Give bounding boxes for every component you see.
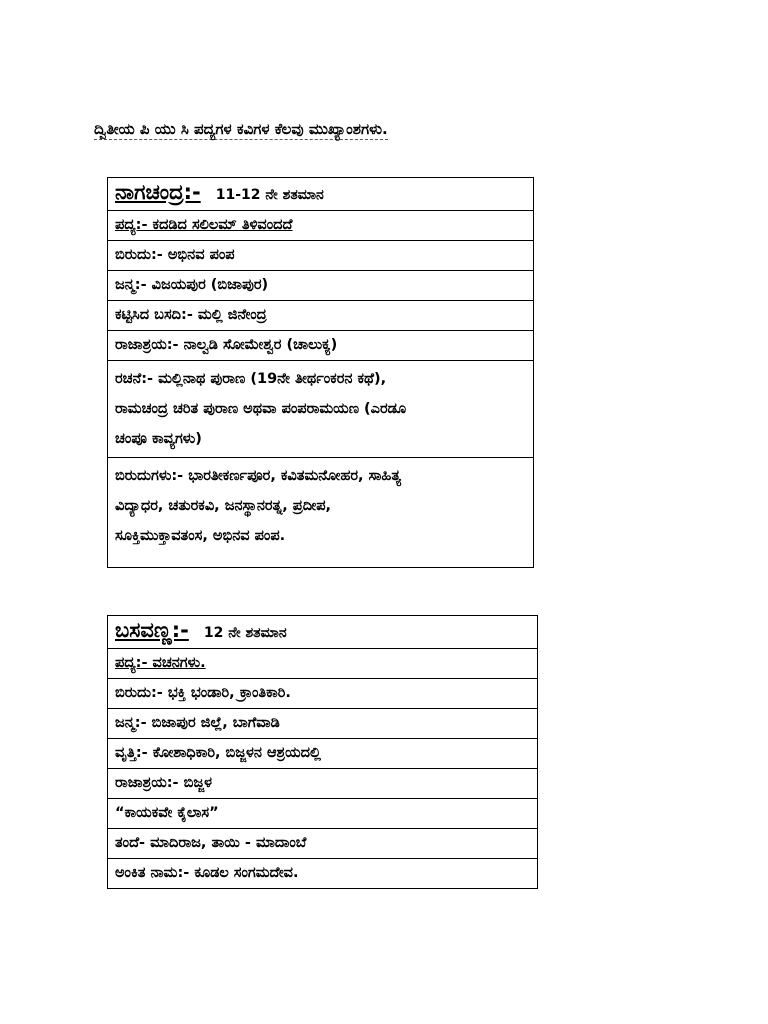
table-row [108,649,538,679]
table-row [108,679,538,709]
poet-era: 12 ನೇ ಶತಮಾನ [203,625,287,641]
rachane-line: ಚಂಪೂ ಕಾವ್ಯಗಳು) [115,431,202,447]
biruda-cell: ಬಿರುದು:- ಅಭಿನವ ಪಂಪ [108,241,534,271]
basavanna-table [107,615,538,889]
table-row [108,271,534,301]
vritti-cell: ವೃತ್ತಿ:- ಕೋಶಾಧಿಕಾರಿ, ಬಿಜ್ಜಳನ ಆಶ್ರಯದಲ್ಲಿ [108,739,538,769]
table-row [108,178,534,211]
poet-era: 11-12 ನೇ ಶತಮಾನ [215,187,324,203]
rachane-line: ರಾಮಚಂದ್ರ ಚರಿತ ಪುರಾಣ ಅಥವಾ ಪಂಪರಾಮಯಣ (ಎರಡೂ [115,401,407,417]
janma-cell: ಜನ್ಮ:- ಬಿಜಾಪುರ ಜಿಲ್ಲೆ, ಬಾಗೆವಾಡಿ [108,709,538,739]
poet-name: ನಾಗಚಂದ್ರ:- [115,180,201,204]
table-row [108,799,538,829]
birudugalu-cell [108,458,534,568]
table-row [108,361,534,458]
rajashraya-cell: ರಾಜಾಶ್ರಯ:- ನಾಲ್ವಡಿ ಸೋಮೇಶ್ವರ (ಚಾಲುಕ್ಯ) [108,331,534,361]
rachane-line: ರಚನೆ:- ಮಲ್ಲಿನಾಥ ಪುರಾಣ (19ನೇ ತೀರ್ಥಂಕರನ ಕಥೆ), [115,371,387,387]
poet-name: ಬಸವಣ್ಣ:- [115,618,189,642]
janma-cell: ಜನ್ಮ:- ವಿಜಯಪುರ (ಬಿಜಾಪುರ) [108,271,534,301]
padya-cell: ಪದ್ಯ:- ಕದಡಿದ ಸಲಿಲಮ್ ತಿಳಿವಂದದೆ [108,211,534,241]
birudugalu-line: ಸೂಕ್ತಿಮುಕ್ತಾವತಂಸ, ಅಭಿನವ ಪಂಪ. [115,528,286,544]
table-row [108,241,534,271]
rajashraya-cell: ರಾಜಾಶ್ರಯ:- ಬಿಜ್ಜಳ [108,769,538,799]
document-title: ದ್ವಿತೀಯ ಪಿ ಯು ಸಿ ಪದ್ಯಗಳ ಕವಿಗಳ ಕೆಲವು ಮುಖ್ಯಾಂಶಗಳು. [94,120,388,138]
table-row [108,739,538,769]
basadi-cell: ಕಟ್ಟಿಸಿದ ಬಸದಿ:- ಮಲ್ಲಿ ಜಿನೇಂದ್ರ [108,301,534,331]
motto-cell: “ಕಾಯಕವೇ ಕೈಲಾಸ” [108,799,538,829]
biruda-cell: ಬಿರುದು:- ಭಕ್ತಿ ಭಂಡಾರಿ, ಕ್ರಾಂತಿಕಾರಿ. [108,679,538,709]
table-row [108,769,538,799]
birudugalu-line: ವಿದ್ಯಾಧರ, ಚತುರಕವಿ, ಜನಸ್ಥಾನರತ್ನ, ಪ್ರದೀಪ, [115,498,332,514]
table-row [108,331,534,361]
table-row [108,859,538,889]
table-row [108,709,538,739]
nagachandra-table [107,177,534,568]
rachane-cell [108,361,534,458]
poet-header [108,178,534,211]
table-row [108,301,534,331]
birudugalu-line: ಬಿರುದುಗಳು:- ಭಾರತೀಕರ್ಣಪೂರ, ಕವಿತಮನೋಹರ, ಸಾಹಿತ್ಯ [115,468,402,484]
poet-header [108,616,538,649]
table-row [108,211,534,241]
table-row [108,616,538,649]
ankita-cell: ಅಂಕಿತ ನಾಮ:- ಕೂಡಲ ಸಂಗಮದೇವ. [108,859,538,889]
table-row [108,458,534,568]
padya-cell: ಪದ್ಯ:- ವಚನಗಳು. [108,649,538,679]
table-row [108,829,538,859]
parents-cell: ತಂದೆ- ಮಾದಿರಾಜ, ತಾಯಿ - ಮಾದಾಂಬೆ [108,829,538,859]
